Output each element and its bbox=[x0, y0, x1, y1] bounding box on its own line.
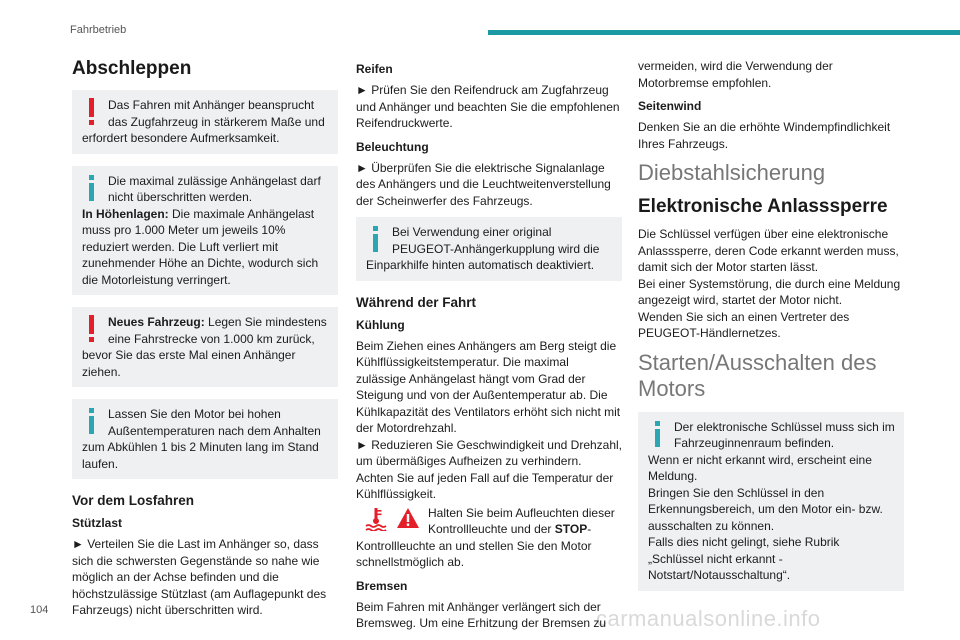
info-text: Bringen Sie den Schlüssel in den Erkennungsbereich, um den Motor ein- bzw. ausschalten zu können. bbox=[648, 485, 883, 533]
info-text: Falls dies nicht gelingt, siehe Rubrik „Schlüssel nicht erkannt - Notstart/Notausschaltung“. bbox=[648, 535, 840, 582]
chapter-title: Diebstahlsicherung bbox=[638, 160, 826, 185]
info-text: Bei Verwendung einer original PEUGEOT-Anhängerkupplung wird die Einparkhilfe hinten automatisch deaktiviert. bbox=[366, 225, 600, 272]
warning-icon bbox=[82, 97, 102, 127]
page-number: 104 bbox=[30, 604, 49, 616]
coolant-temperature-icon bbox=[364, 507, 388, 531]
stop-label: STOP bbox=[554, 522, 588, 536]
paragraph: vermeiden, wird die Verwendung der Motorbremse empfohlen. bbox=[638, 59, 833, 90]
paragraph: ► Prüfen Sie den Reifendruck am Zugfahrzeug und Anhänger und beachten Sie die empfohlenen Reifendruckwerte. bbox=[356, 83, 620, 130]
subsection-title: Vor dem Losfahren bbox=[72, 493, 195, 508]
paragraph: Bei einer Systemstörung, die durch eine Meldung angezeigt wird, startet der Motor nicht. bbox=[638, 276, 901, 307]
header-accent-bar bbox=[488, 30, 960, 35]
info-box bbox=[356, 217, 622, 281]
warning-box bbox=[72, 307, 338, 387]
info-box bbox=[638, 412, 904, 591]
paragraph: Wenden Sie sich an einen Vertreter des PEUGEOT-Händlernetzes. bbox=[638, 309, 850, 340]
section-title: Elektronische Anlasssperre bbox=[638, 196, 888, 217]
paragraph: ► Überprüfen Sie die elektrische Signalanlage des Anhängers und die Leuchtweitenverstellung der Scheinwerfer des Fahrzeugs. bbox=[356, 160, 611, 208]
section-title-abschleppen: Abschleppen bbox=[72, 58, 192, 79]
coolant-warning-row bbox=[356, 505, 622, 571]
paragraph: Beim Fahren mit Anhänger verlängert sich der Bremsweg. Um eine Erhitzung der Bremsen zu bbox=[356, 599, 607, 630]
paragraph-heading: Reifen bbox=[356, 62, 393, 76]
info-icon bbox=[648, 419, 668, 449]
info-icon bbox=[366, 224, 386, 254]
subsection-title: Während der Fahrt bbox=[356, 294, 477, 310]
info-text: Wenn er nicht erkannt wird, erscheint eine Meldung. bbox=[648, 452, 872, 483]
paragraph-heading: Stützlast bbox=[72, 516, 123, 530]
info-box bbox=[72, 166, 338, 296]
info-text: Lassen Sie den Motor bei hohen Außentemperaturen nach dem Anhalten zum Abkühlen 1 bis 2 Minuten lang im Stand laufen. bbox=[82, 407, 321, 471]
paragraph: Die Schlüssel verfügen über eine elektronische Anlasssperre, deren Code erkannt werden muss, damit sich der Motor starten lässt. bbox=[638, 227, 899, 274]
column-1 bbox=[72, 58, 338, 627]
warning-box bbox=[72, 90, 338, 154]
paragraph-heading: Seitenwind bbox=[638, 99, 702, 113]
info-text: Der elektronische Schlüssel muss sich im Fahrzeuginnenraum befinden. bbox=[674, 419, 895, 450]
paragraph-heading: Bremsen bbox=[356, 578, 408, 593]
paragraph: Denken Sie an die erhöhte Windempfindlichkeit Ihres Fahrzeugs. bbox=[638, 120, 891, 151]
paragraph: Beim Ziehen eines Anhängers am Berg steigt die Kühlflüssigkeitstemperatur. Die maximal zulässige Anhängelast hängt vom Grad der Steigung und von der Außentemperatur ab. Die Kühlkapazität des Ventilators erhöht sich nicht mit der Motordrehzahl. bbox=[356, 338, 621, 435]
info-icon bbox=[82, 406, 102, 436]
warning-label: Neues Fahrzeug: bbox=[108, 315, 205, 329]
info-icon bbox=[82, 173, 102, 203]
warning-icon bbox=[82, 314, 102, 344]
watermark: carmanualsonline.info bbox=[596, 606, 821, 631]
paragraph-text: Halten Sie beim Aufleuchten dieser Kontrollleuchte und der bbox=[428, 505, 615, 536]
chapter-title: Starten/Ausschalten des Motors bbox=[638, 349, 877, 401]
warning-text: Das Fahren mit Anhänger beansprucht das Zugfahrzeug in stärkerem Maße und erfordert besondere Aufmerksamkeit. bbox=[82, 98, 325, 145]
paragraph: ► Verteilen Sie die Last im Anhänger so, dass sich die schwersten Gegenstände so nahe wie möglich an der Achse befinden und die höchstzulässige Stützlast (am Auflagepunkt des Fahrzeugs) nicht überschritten wird. bbox=[72, 537, 327, 617]
paragraph: Achten Sie auf jeden Fall auf die Temperatur der Kühlflüssigkeit. bbox=[356, 470, 614, 501]
paragraph-heading: Kühlung bbox=[356, 317, 405, 332]
column-3 bbox=[638, 58, 904, 603]
warning-text: Legen Sie mindestens eine Fahrstrecke von 1.000 km zurück, bevor Sie das erste Mal einen Anhänger ziehen. bbox=[82, 315, 327, 379]
paragraph-text: -Kontrollleuchte an und stellen Sie den Motor schnellstmöglich ab. bbox=[356, 522, 592, 569]
warning-lamps bbox=[356, 505, 424, 533]
paragraph-heading: Beleuchtung bbox=[356, 139, 429, 154]
info-box bbox=[72, 399, 338, 479]
info-label: In Höhenlagen: bbox=[82, 206, 169, 221]
warning-triangle-icon bbox=[396, 507, 420, 529]
paragraph: ► Reduzieren Sie Geschwindigkeit und Drehzahl, um übermäßiges Aufheizen zu verhindern. bbox=[356, 437, 623, 468]
column-2 bbox=[356, 58, 622, 640]
page-section-title: Fahrbetrieb bbox=[70, 24, 127, 36]
info-text: Die maximal zulässige Anhängelast darf nicht überschritten werden. bbox=[108, 173, 321, 204]
info-text: Die maximale Anhängelast muss pro 1.000 Meter um jeweils 10% reduziert werden. Die Luft verliert mit zunehmender Höhe an Dichte, wodurch sich die Motorleistung verringert. bbox=[82, 206, 319, 287]
